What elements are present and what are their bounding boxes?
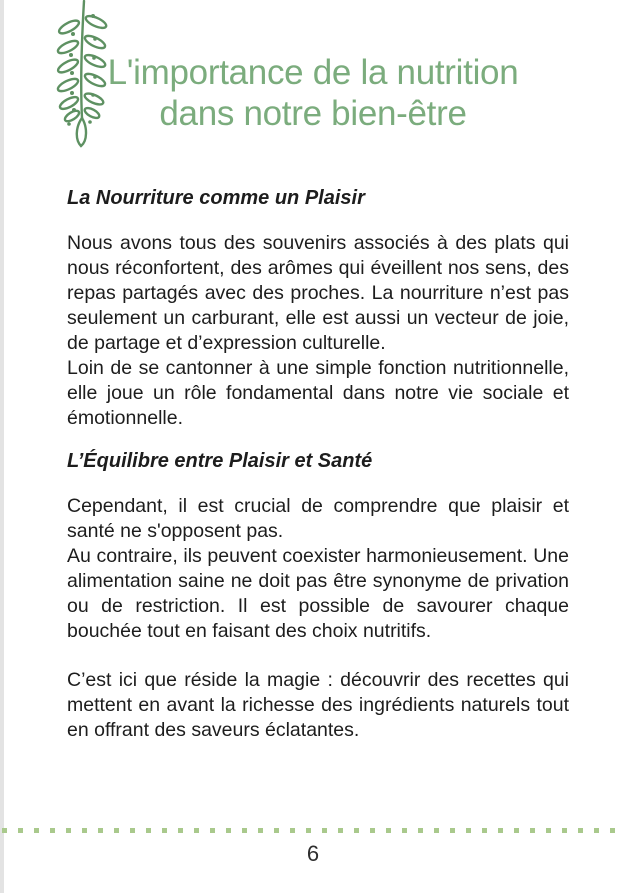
section-heading: L’Équilibre entre Plaisir et Santé xyxy=(67,450,373,472)
section-equilibre-plaisir-sante xyxy=(67,449,569,743)
paragraph: Loin de se cantonner à une simple fonction nutritionnelle, elle joue un rôle fondamental dans notre vie sociale et émotionnelle. xyxy=(67,357,569,429)
herb-sprig-icon xyxy=(52,0,112,150)
page-title-line1: L'importance de la nutrition xyxy=(107,53,519,92)
page-header xyxy=(0,0,626,140)
section-heading: La Nourriture comme un Plaisir xyxy=(67,187,365,209)
section-nourriture-plaisir xyxy=(67,186,569,431)
paragraph: Nous avons tous des souvenirs associés à des plats qui nous réconfortent, des arômes qui éveillent nos sens, des repas partagés avec des proches. La nourriture n’est pas seulement un carburant, elle est aussi un vecteur de joie, de partage et d’expression culturelle. xyxy=(67,232,569,354)
paragraph: Cependant, il est crucial de comprendre que plaisir et santé ne s'opposent pas. xyxy=(67,495,569,542)
paragraph: Au contraire, ils peuvent coexister harmonieusement. Une alimentation saine ne doit pas être synonyme de privation ou de restriction. Il est possible de savourer chaque bouchée tout en faisant des choix nutritifs. xyxy=(67,545,569,642)
page-content xyxy=(67,186,569,743)
page-title-line2: dans notre bien-être xyxy=(159,94,467,133)
paragraph: C’est ici que réside la magie : découvrir des recettes qui mettent en avant la richesse des ingrédients naturels tout en offrant des saveurs éclatantes. xyxy=(67,669,569,741)
dotted-divider xyxy=(2,828,626,833)
page-number: 6 xyxy=(306,841,320,866)
